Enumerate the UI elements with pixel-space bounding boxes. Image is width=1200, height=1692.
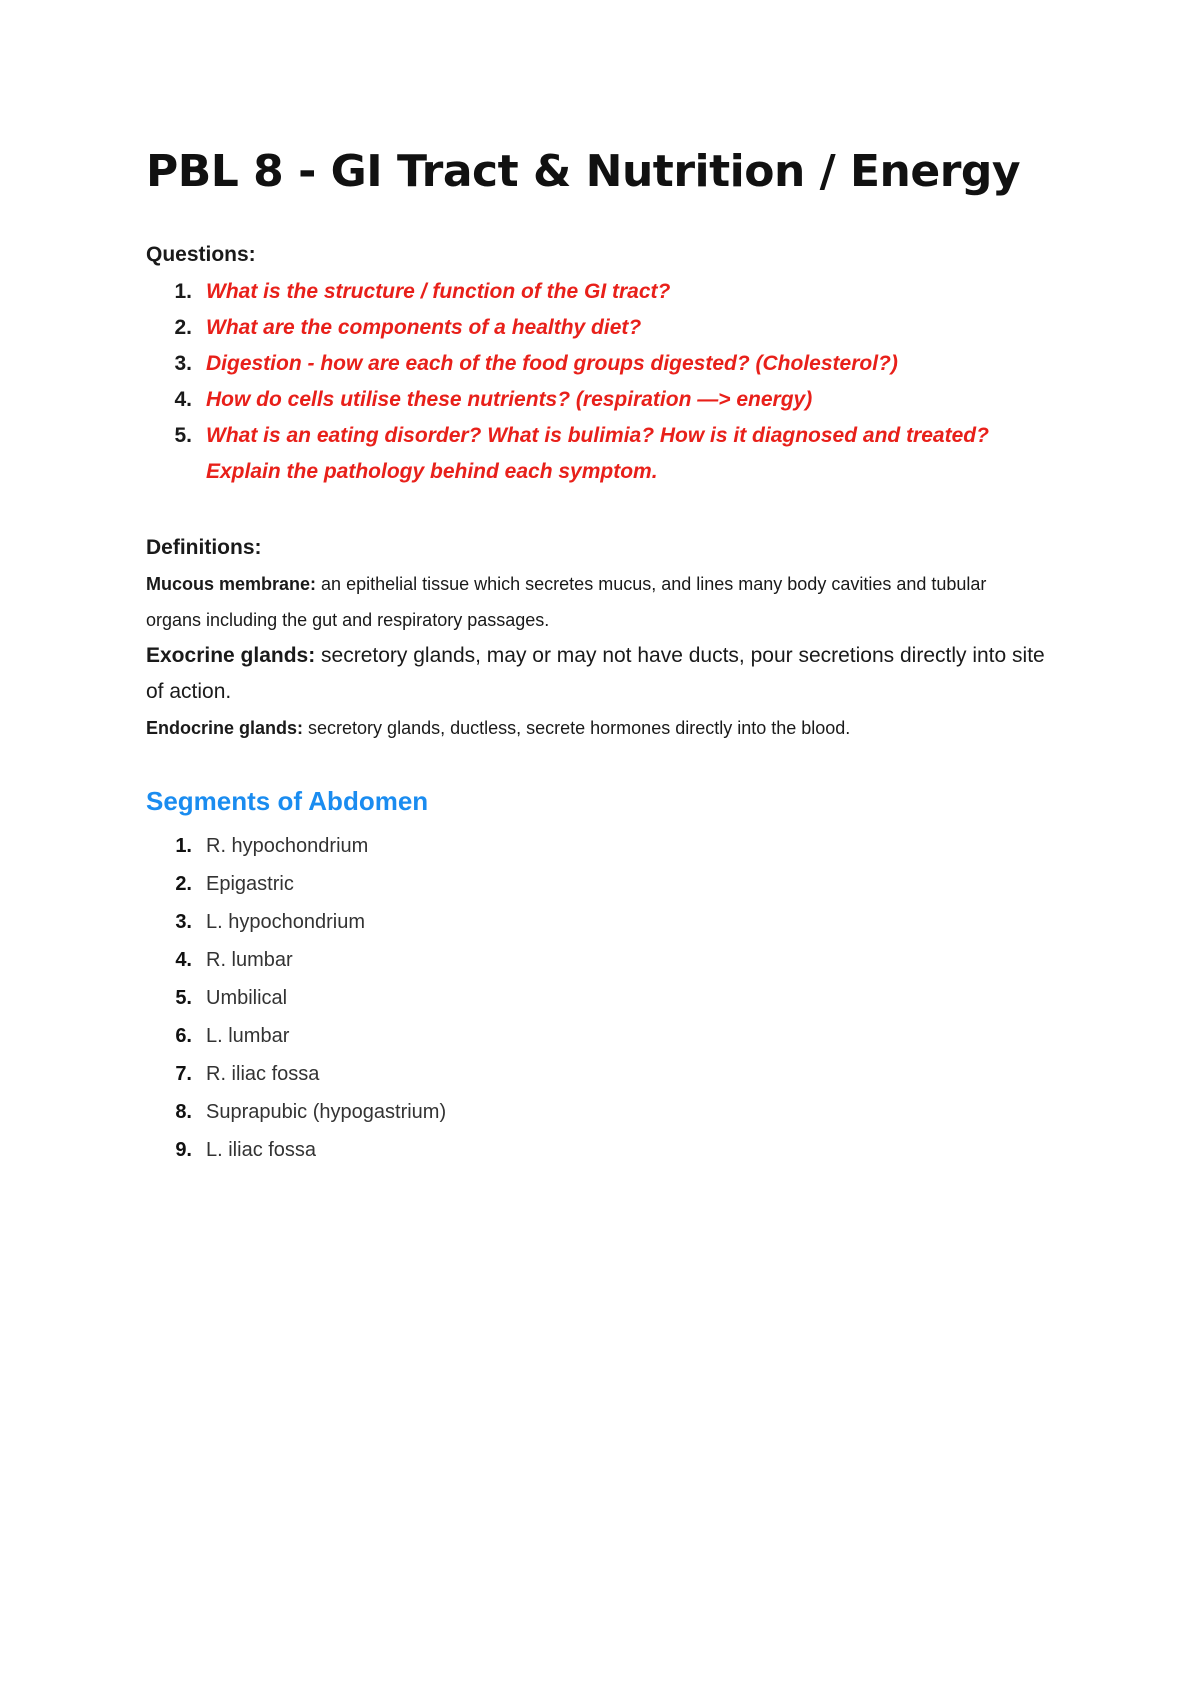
page-title: PBL 8 - GI Tract & Nutrition / Energy xyxy=(146,146,1021,197)
question-text: What are the components of a healthy diet? xyxy=(206,316,642,339)
segment-number: 7. xyxy=(175,1063,192,1085)
question-item-5 xyxy=(146,418,1046,490)
question-number: 2. xyxy=(174,316,192,339)
definitions-label: Definitions: xyxy=(146,536,262,559)
question-number: 5. xyxy=(174,424,192,447)
segment-number: 3. xyxy=(175,911,192,933)
segment-item-9 xyxy=(146,1131,746,1169)
segment-number: 9. xyxy=(175,1139,192,1161)
segment-item-4 xyxy=(146,941,746,979)
segment-item-5 xyxy=(146,979,746,1017)
segment-text: R. lumbar xyxy=(206,949,293,971)
definition-exocrine-glands xyxy=(146,638,1046,710)
segments-heading: Segments of Abdomen xyxy=(146,786,429,816)
segment-number: 2. xyxy=(175,873,192,895)
definition-endocrine-glands xyxy=(146,710,1046,746)
question-item-3 xyxy=(146,346,1046,382)
questions-label: Questions: xyxy=(146,243,256,266)
segment-text: L. lumbar xyxy=(206,1025,290,1047)
segment-text: L. hypochondrium xyxy=(206,911,365,933)
segment-number: 8. xyxy=(175,1101,192,1123)
question-text: What is the structure / function of the GI tract? xyxy=(206,280,671,303)
definition-term: Exocrine glands: xyxy=(146,644,316,667)
question-item-1 xyxy=(146,274,1046,310)
segments-list xyxy=(146,827,746,1169)
definitions-section xyxy=(146,530,1046,746)
segment-number: 5. xyxy=(175,987,192,1009)
question-number: 1. xyxy=(174,280,192,303)
segment-item-1 xyxy=(146,827,746,865)
question-number: 4. xyxy=(174,388,192,411)
segment-item-2 xyxy=(146,865,746,903)
definition-term: Endocrine glands: xyxy=(146,718,304,738)
definition-term: Mucous membrane: xyxy=(146,574,317,594)
segment-item-7 xyxy=(146,1055,746,1093)
question-text: What is an eating disorder? What is bulimia? How is it diagnosed and treated? Explain the pathology behind each symptom. xyxy=(206,424,989,483)
segment-number: 1. xyxy=(175,835,192,857)
segment-number: 4. xyxy=(175,949,192,971)
segment-text: Epigastric xyxy=(206,873,294,895)
question-text: Digestion - how are each of the food groups digested? (Cholesterol?) xyxy=(206,352,898,375)
definition-text: secretory glands, may or may not have ducts, pour secretions directly into site of action. xyxy=(146,644,1045,703)
segment-item-6 xyxy=(146,1017,746,1055)
definition-text: secretory glands, ductless, secrete hormones directly into the blood. xyxy=(303,718,851,738)
question-number: 3. xyxy=(174,352,192,375)
segment-text: R. iliac fossa xyxy=(206,1063,320,1085)
question-text: How do cells utilise these nutrients? (respiration —> energy) xyxy=(206,388,813,411)
segment-item-3 xyxy=(146,903,746,941)
question-item-4 xyxy=(146,382,1046,418)
questions-list xyxy=(146,274,1046,490)
segment-text: Umbilical xyxy=(206,987,288,1009)
segment-text: R. hypochondrium xyxy=(206,835,369,857)
definition-mucous-membrane xyxy=(146,566,1046,638)
question-item-2 xyxy=(146,310,1046,346)
segment-text: L. iliac fossa xyxy=(206,1139,317,1161)
segment-number: 6. xyxy=(175,1025,192,1047)
definition-text: an epithelial tissue which secretes mucus, and lines many body cavities and tubular organs including the gut and respiratory passages. xyxy=(146,574,987,630)
segment-text: Suprapubic (hypogastrium) xyxy=(206,1101,447,1123)
segment-item-8 xyxy=(146,1093,746,1131)
